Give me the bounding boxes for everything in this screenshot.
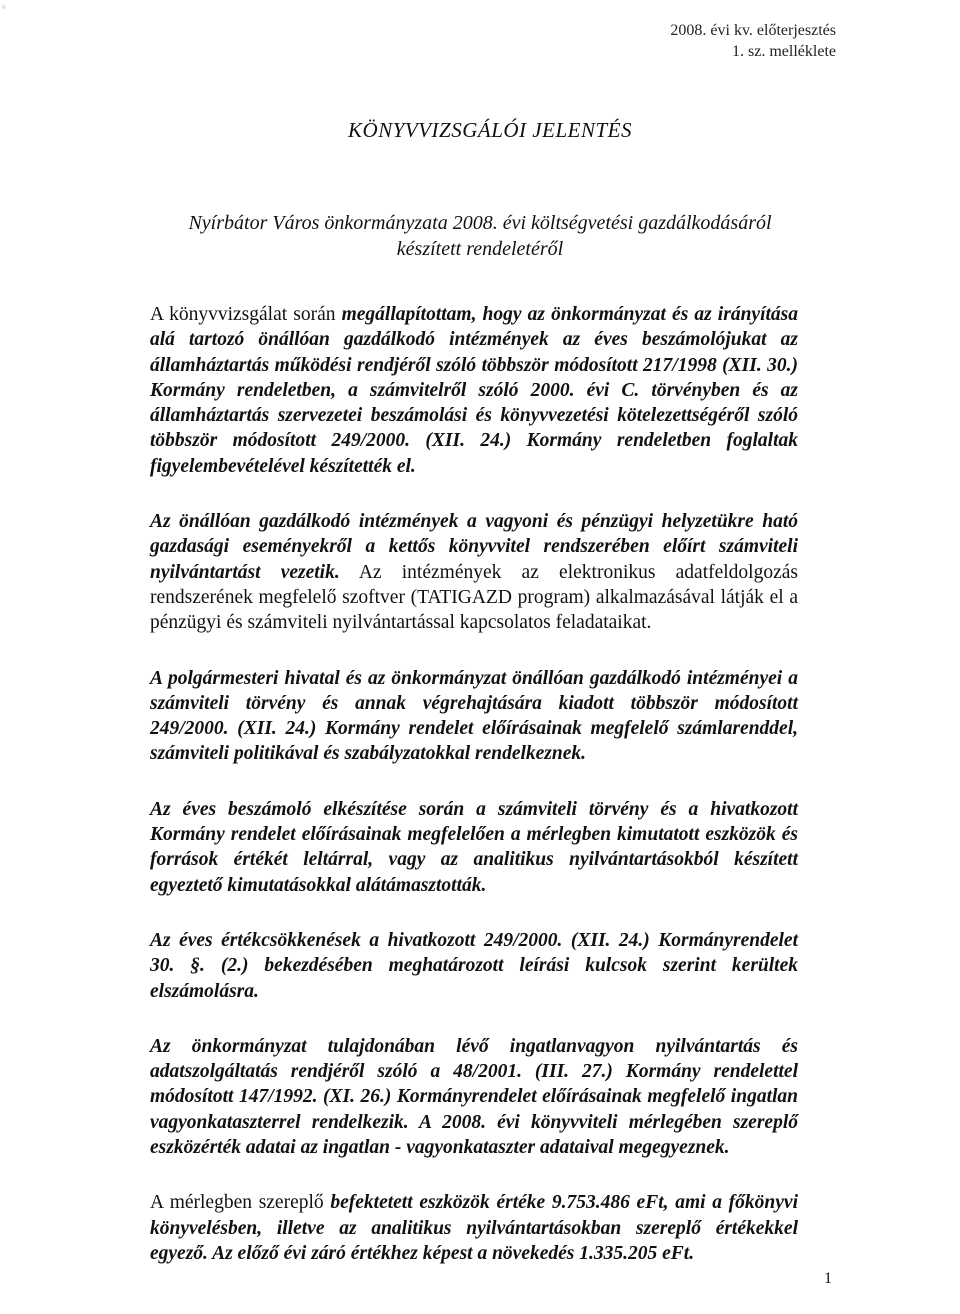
paragraph-7-intro: A mérlegben szereplő (150, 1192, 331, 1214)
page-number: 1 (824, 1270, 832, 1287)
paragraph-1 (150, 302, 798, 479)
scan-mark: ° (2, 4, 6, 14)
paragraph-1-intro: A könyvvizsgálat során (150, 304, 342, 325)
paragraph-1-emphasis: megállapítottam, hogy az önkormányzat és az irányítása alá tartozó önállóan gazdálkodó intézmények az éves beszámolójukat az államháztartás működési rendjéről szóló többször módosított 217/1998 (XII. 30.) Kormány rendeletben, a számvitelről szóló 2000. évi C. törvényben és az államháztartás szervezetei beszámolási és könyvvezetési kötelezettségéről szóló többször módosított 249/2000. (XII. 24.) Kormány rendeletben foglaltak figyelembevételével készítették el. (150, 304, 798, 477)
subtitle-line-2: készített rendeletéről (396, 238, 564, 260)
paragraph-3: A polgármesteri hivatal és az önkormányzat önállóan gazdálkodó intézményei a számviteli törvény és annak végrehajtására kiadott többször módosított 249/2000. (XII. 24.) Kormány rendelet előírásainak megfelelő számlarenddel, számviteli politikával és szabályzatokkal rendelkeznek. (150, 667, 798, 765)
paragraph-2-emphasis: Az önállóan gazdálkodó intézmények a vagyoni és pénzügyi helyzetükre ható gazdasági eseményekről a kettős könyvvitel rendszerében előírt számviteli nyilvántartást vezetik. (150, 511, 798, 583)
report-subtitle (150, 210, 810, 262)
paragraph-5: Az éves értékcsökkenések a hivatkozott 249/2000. (XII. 24.) Kormányrendelet 30. §. (2.) bekezdésében meghatározott leírási kulcsok szerint kerültek elszámolásra. (150, 929, 798, 1002)
paragraph-2 (150, 509, 798, 635)
subtitle-line-1: Nyírbátor Város önkormányzata 2008. évi költségvetési gazdálkodásáról (188, 212, 772, 234)
report-body (150, 302, 798, 1296)
paragraph-7 (150, 1190, 798, 1266)
paragraph-6: Az önkormányzat tulajdonában lévő ingatlanvagyon nyilvántartás és adatszolgáltatás rendjéről szóló a 48/2001. (III. 27.) Kormány rendelettel módosított 147/1992. (XI. 26.) Kormányrendelet előírásainak megfelelő ingatlan vagyonkataszterrel rendelkezik. A 2008. évi könyvviteli mérlegében szereplő eszközérték adatai az ingatlan - vagyonkataszter adataival megegyeznek. (150, 1035, 798, 1159)
paragraph-7-emphasis: befektetett eszközök értéke 9.753.486 eFt, ami a főkönyvi könyvelésben, illetve az analitikus nyilvántartásokban szereplő értékekkel egyező. Az előző évi záró értékhez képest a növekedés 1.335.205 eFt. (150, 1192, 798, 1264)
attachment-note (670, 20, 836, 62)
attachment-note-line-1: 2008. évi kv. előterjesztés (670, 22, 836, 39)
paragraph-4: Az éves beszámoló elkészítése során a számviteli törvény és a hivatkozott Kormány rendelet előírásainak megfelelően a mérlegben kimutatott eszközök és források értékét leltárral, vagy az analitikus nyilvántartásokból készített egyeztető kimutatásokkal alátámasztották. (150, 798, 798, 896)
attachment-note-line-2: 1. sz. melléklete (732, 43, 836, 60)
paragraph-2-rest: Az intézmények az elektronikus adatfeldolgozás rendszerének megfelelő szoftver (TATIGAZD program) alkalmazásával látják el a pénzügyi és számviteli nyilvántartással kapcsolatos feladataikat. (150, 561, 798, 634)
report-title: KÖNYVVIZSGÁLÓI JELENTÉS (348, 118, 632, 142)
